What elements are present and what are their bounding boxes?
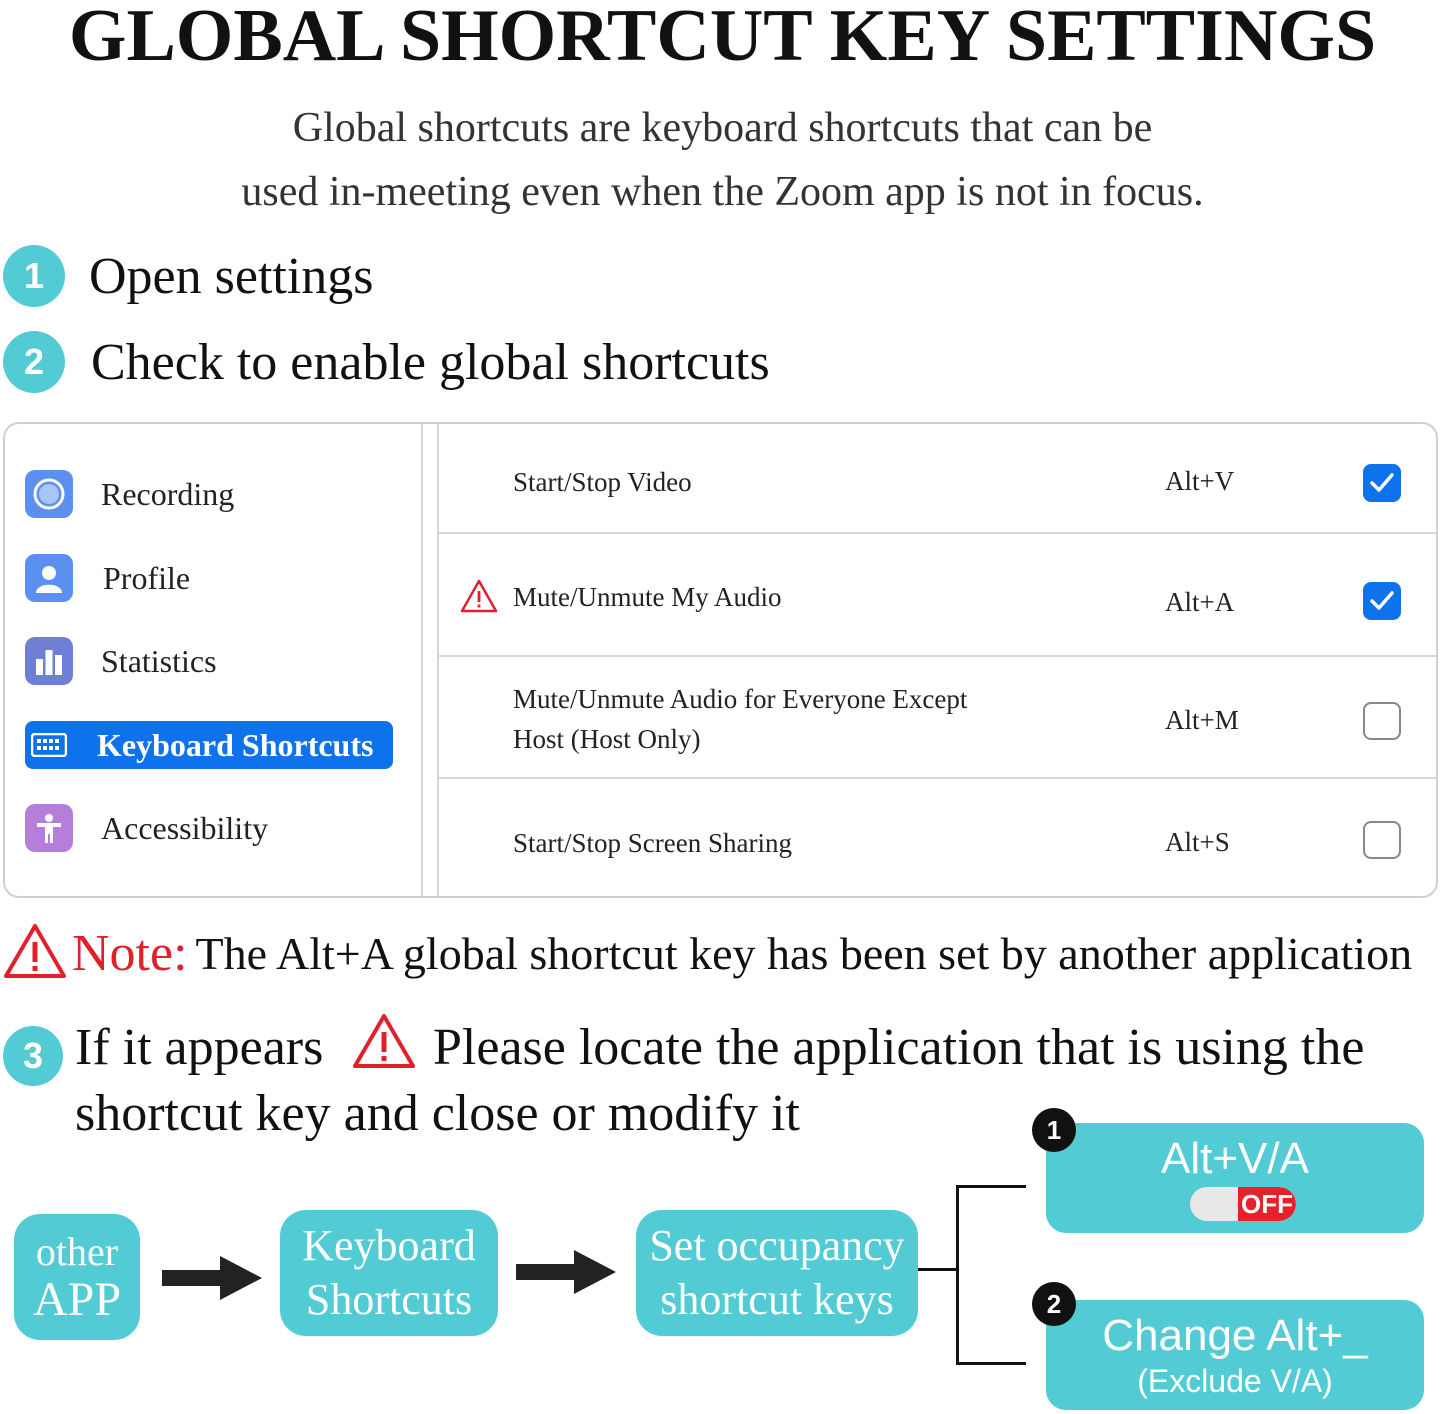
option-1-badge: 1 (1032, 1108, 1076, 1152)
warning-icon (459, 578, 499, 619)
sidebar-item-accessibility[interactable] (25, 804, 393, 852)
shortcut-checkbox-screen-share[interactable] (1363, 821, 1401, 859)
shortcut-label-line-2: Host (Host Only) (513, 724, 701, 754)
flow-tile-line-2: shortcut keys (660, 1275, 894, 1324)
step-1-number: 1 (3, 245, 65, 307)
flow-tile-line-2: Shortcuts (305, 1275, 473, 1324)
note-colon: : (173, 925, 188, 982)
option-2-text: Change Alt+_ (1102, 1311, 1368, 1360)
off-toggle[interactable] (1190, 1187, 1296, 1221)
shortcut-label: Start/Stop Video (513, 467, 692, 497)
connector-line (956, 1185, 959, 1365)
intro-text (0, 96, 1445, 224)
shortcut-row-screen-share (439, 779, 1438, 898)
recording-icon (25, 470, 73, 518)
flow-tile-keyboard-shortcuts (280, 1210, 498, 1336)
intro-line-2: used in-meeting even when the Zoom app is not in focus. (241, 169, 1204, 215)
sidebar-item-recording[interactable] (25, 470, 393, 518)
settings-panel (3, 422, 1438, 898)
connector-line (956, 1185, 1026, 1188)
shortcut-label (513, 679, 967, 759)
sidebar-item-label: Profile (103, 559, 191, 596)
step-2-text: Check to enable global shortcuts (91, 333, 770, 391)
step-1 (3, 245, 374, 307)
shortcut-label: Start/Stop Screen Sharing (513, 828, 792, 858)
shortcut-key: Alt+M (1165, 705, 1239, 735)
profile-icon (25, 554, 73, 602)
step-3-number: 3 (3, 1026, 63, 1086)
option-tile-disable (1046, 1123, 1424, 1233)
statistics-icon (25, 637, 73, 685)
note-line (2, 922, 1412, 985)
shortcut-key: Alt+A (1165, 587, 1235, 617)
shortcut-row-video (439, 424, 1438, 534)
option-2-badge: 2 (1032, 1282, 1076, 1326)
flow-tile-line-1: other (35, 1229, 119, 1274)
shortcut-checkbox-audio[interactable] (1363, 582, 1401, 620)
step-2 (3, 331, 770, 393)
shortcut-row-mute-all (439, 657, 1438, 779)
page-title: GLOBAL SHORTCUT KEY SETTINGS (68, 0, 1377, 77)
option-1-text: Alt+V/A (1161, 1134, 1309, 1183)
option-tile-change (1046, 1300, 1424, 1410)
checkmark-icon (1365, 584, 1399, 618)
arrow-right-icon (162, 1256, 264, 1300)
sidebar-item-label: Keyboard Shortcuts (97, 726, 374, 763)
connector-line (956, 1362, 1026, 1365)
flow-tile-line-1: Set occupancy (649, 1221, 905, 1270)
intro-line-1: Global shortcuts are keyboard shortcuts that can be (292, 105, 1153, 151)
step-3-text-line-2: shortcut key and close or modify it (75, 1085, 800, 1142)
toggle-off-label: OFF (1238, 1187, 1296, 1221)
sidebar-item-profile[interactable] (25, 554, 393, 602)
keyboard-icon (25, 725, 73, 765)
step-3-text-b: Please locate the application that is using the (433, 1019, 1365, 1076)
warning-icon (2, 922, 68, 985)
note-text: The Alt+A global shortcut key has been set by another application (195, 928, 1413, 979)
shortcut-checkbox-mute-all[interactable] (1363, 702, 1401, 740)
shortcut-label: Mute/Unmute My Audio (513, 582, 782, 612)
sidebar-item-label: Statistics (101, 642, 217, 679)
flow-tile-line-2: APP (32, 1273, 122, 1326)
shortcut-checkbox-video[interactable] (1363, 464, 1401, 502)
shortcut-label-line-1: Mute/Unmute Audio for Everyone Except (513, 684, 968, 714)
sidebar-item-label: Accessibility (101, 809, 269, 846)
accessibility-icon (25, 804, 73, 852)
sidebar-item-keyboard-shortcuts[interactable] (25, 721, 393, 769)
shortcut-key: Alt+S (1165, 827, 1230, 857)
note-label: Note (72, 925, 174, 982)
shortcut-row-audio (439, 534, 1438, 657)
step-1-text: Open settings (89, 247, 374, 305)
settings-sidebar (5, 424, 423, 896)
sidebar-item-label: Recording (101, 475, 235, 512)
step-3-text-a: If it appears (75, 1019, 324, 1076)
checkmark-icon (1365, 466, 1399, 500)
warning-icon (351, 1012, 417, 1075)
option-2-subtext: (Exclude V/A) (1137, 1363, 1333, 1399)
connector-line (918, 1268, 958, 1271)
arrow-right-icon (516, 1250, 618, 1294)
step-2-number: 2 (3, 331, 65, 393)
flow-tile-other-app (14, 1214, 140, 1340)
shortcut-key: Alt+V (1165, 466, 1235, 496)
flow-tile-line-1: Keyboard (302, 1221, 476, 1270)
sidebar-item-statistics[interactable] (25, 637, 393, 685)
flow-tile-set-occupancy (636, 1210, 918, 1336)
